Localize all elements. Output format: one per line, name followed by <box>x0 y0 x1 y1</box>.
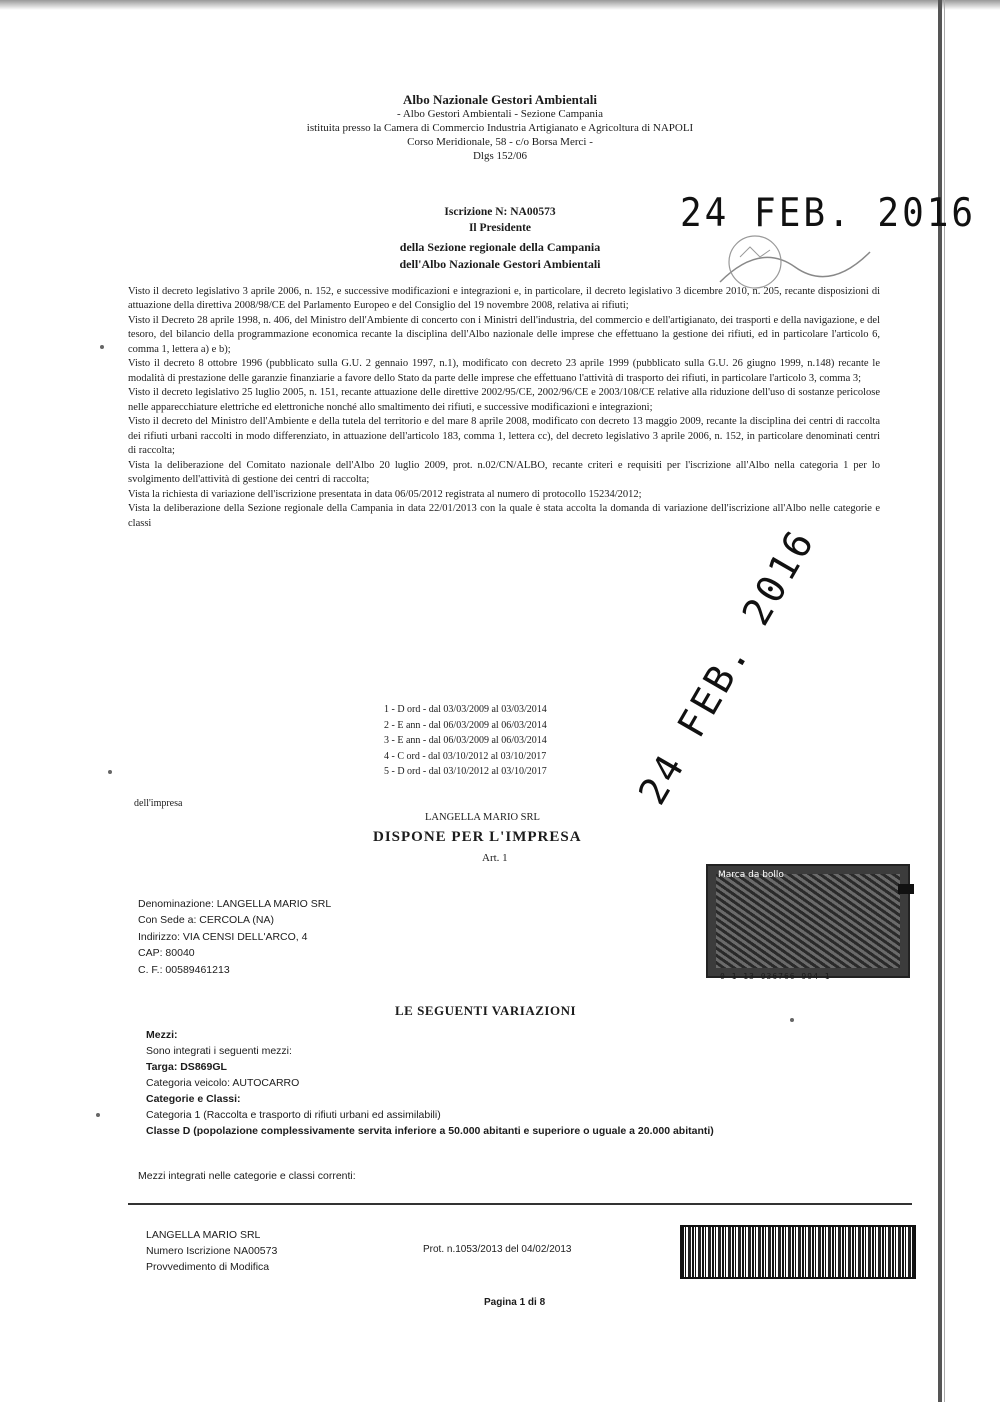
footer-provvedimento: Provvedimento di Modifica <box>146 1260 270 1273</box>
header-line-4: Dlgs 152/06 <box>472 149 528 162</box>
scan-speck <box>96 1113 100 1117</box>
variazioni-heading: LE SEGUENTI VARIAZIONI <box>395 1003 577 1018</box>
class-item: 4 - C ord - dal 03/10/2012 al 03/10/2017 <box>384 750 547 762</box>
mezzi-heading: Mezzi: <box>146 1029 178 1041</box>
revenue-stamp <box>706 864 910 978</box>
premise-7: Vista la richiesta di variazione dell'iscrizione presentata in data 06/05/2012 registrata al numero di protocollo 15234/2012; <box>128 488 642 500</box>
mezzi-categorie-classi: Categorie e Classi: <box>146 1092 241 1105</box>
revenue-stamp-pattern <box>716 874 900 968</box>
premise-8: Vista la deliberazione della Sezione regionale della Campania in data 22/01/2013 con la quale è stata accolta la domanda di variazione dell'iscrizione all'Albo nelle categorie e classi <box>128 503 880 529</box>
header-line-2: istituita presso la Camera di Commercio Industria Artigianato e Agricoltura di NAPOLI <box>306 122 694 134</box>
mezzi-block <box>146 1028 714 1140</box>
iscrizione-number: Iscrizione N: NA00573 <box>444 206 556 218</box>
indirizzo: Indirizzo: VIA CENSI DELL'ARCO, 4 <box>138 930 308 943</box>
margin-marker <box>898 884 914 894</box>
scan-speck <box>108 770 112 774</box>
date-stamp-rotated: 24 FEB. 2016 <box>630 521 824 812</box>
mezzi-classe: Classe D (popolazione complessivamente servita inferiore a 50.000 abitanti e superiore o uguale a 20.000 abitanti) <box>146 1124 714 1137</box>
premise-1: Visto il decreto legislativo 3 aprile 2006, n. 152, e successive modificazioni e integrazioni e, in particolare, il decreto legislativo 3 dicembre 2010, n. 205, recante disposizioni di attuazione della direttiva 2008/98/CE del Parlamento Europeo e del Consiglio del 19 novembre 2008, relativa ai rifiuti; <box>128 286 880 312</box>
date-stamp-top: 24 FEB. 2016 <box>680 190 977 237</box>
company-name: LANGELLA MARIO SRL <box>425 812 540 823</box>
premises-block <box>128 285 880 531</box>
presidente-heading: Il Presidente <box>468 222 532 234</box>
footer-company: LANGELLA MARIO SRL <box>146 1229 261 1241</box>
scan-speck <box>790 1018 794 1022</box>
mezzi-targa: Targa: DS869GL <box>146 1060 227 1073</box>
class-item: 5 - D ord - dal 03/10/2012 al 03/10/2017 <box>384 766 547 777</box>
header-title: Albo Nazionale Gestori Ambientali <box>403 92 597 107</box>
cap: CAP: 80040 <box>138 947 195 960</box>
class-item: 1 - D ord - dal 03/03/2009 al 03/03/2014 <box>384 704 547 715</box>
scan-speck <box>100 345 104 349</box>
barcode-icon <box>680 1225 916 1279</box>
page-number: Pagina 1 di 8 <box>484 1297 546 1308</box>
class-item: 2 - E ann - dal 06/03/2009 al 06/03/2014 <box>384 719 547 731</box>
footer-numero: Numero Iscrizione NA00573 <box>146 1244 278 1257</box>
header-line-1: - Albo Gestori Ambientali - Sezione Campania <box>397 108 603 121</box>
company-info <box>138 896 331 978</box>
sezione-line-1: della Sezione regionale della Campania <box>399 240 601 254</box>
dispone-heading: DISPONE PER L'IMPRESA <box>373 829 582 845</box>
scan-top-edge <box>0 0 1000 10</box>
premise-2: Visto il Decreto 28 aprile 1998, n. 406, del Ministro dell'Ambiente di concerto con i Ministri dell'industria, del commercio e dell'artigianato, dei trasporti e della navigazione, e del tesoro, del bilancio della programmazione economica recante la disciplina dell'Albo nazionale delle imprese che effettuano la gestione dei rifiuti, ed in particolare l'articolo 6, comma 1, lettera a) e b); <box>128 314 880 355</box>
revenue-stamp-label: Marca da bollo <box>718 870 784 880</box>
premise-5: Visto il decreto del Ministro dell'Ambiente e della tutela del territorio e del mare 8 aprile 2008, modificato con decreto 13 maggio 2009, recante la disciplina dei centri di raccolta dei rifiuti urbani raccolti in modo differenziato, in attuazione dell'articolo 183, comma 1, lettera cc), del decreto legislativo 3 aprile 2006, n. 152, in particolare denominati centri di raccolta; <box>128 416 880 457</box>
dell-impresa-label: dell'impresa <box>134 798 183 809</box>
codice-fiscale: C. F.: 00589461213 <box>138 963 230 976</box>
footer-company-block <box>146 1228 277 1275</box>
class-item: 3 - E ann - dal 06/03/2009 al 06/03/2014 <box>384 735 547 746</box>
mezzi-integrati: Sono integrati i seguenti mezzi: <box>146 1044 292 1057</box>
premise-6: Vista la deliberazione del Comitato nazionale dell'Albo 20 luglio 2009, prot. n.02/CN/ALBO, recante criteri e requisiti per l'iscrizione all'Albo nella categoria 1 per lo svolgimento dell'attività di gestione dei centri di raccolta; <box>128 459 880 486</box>
premise-4: Visto il decreto legislativo 25 luglio 2005, n. 151, recante attuazione delle direttive 2002/95/CE, 2002/96/CE e 2003/108/CE relative alla riduzione dell'uso di sostanze pericolose nelle apparecchiature elettriche ed elettroniche nonché allo smaltimento dei rifiuti, e successive modificazioni e integrazioni; <box>128 387 880 413</box>
mezzi-categoria-veicolo: Categoria veicolo: AUTOCARRO <box>146 1076 300 1089</box>
sezione-line-2: dell'Albo Nazionale Gestori Ambientali <box>399 257 601 271</box>
article-number: Art. 1 <box>482 852 508 864</box>
mezzi-integrati-correnti: Mezzi integrati nelle categorie e classi correnti: <box>138 1170 356 1182</box>
footer-divider <box>128 1203 912 1205</box>
footer-protocol: Prot. n.1053/2013 del 04/02/2013 <box>423 1244 572 1255</box>
mezzi-categoria: Categoria 1 (Raccolta e trasporto di rifiuti urbani ed assimilabili) <box>146 1108 441 1121</box>
sede: Con Sede a: CERCOLA (NA) <box>138 914 274 927</box>
classes-list <box>384 702 547 780</box>
header-line-3: Corso Meridionale, 58 - c/o Borsa Merci - <box>407 135 593 148</box>
revenue-stamp-code: 0 1 13 036766 994 1 <box>720 972 831 981</box>
denominazione: Denominazione: LANGELLA MARIO SRL <box>138 898 332 910</box>
document-header <box>0 92 1000 163</box>
premise-3: Visto il decreto 8 ottobre 1996 (pubblicato sulla G.U. 2 gennaio 1997, n.1), modificato con decreto 23 aprile 1999 (pubblicato sulla G.U. 26 giugno 1999, n.148) recante le modalità di prestazione delle garanzie finanziarie a favore dello Stato da parte delle imprese che effettuano l'attività di trasporto dei rifiuti, in particolare l'articolo 3, comma 3; <box>128 358 880 384</box>
